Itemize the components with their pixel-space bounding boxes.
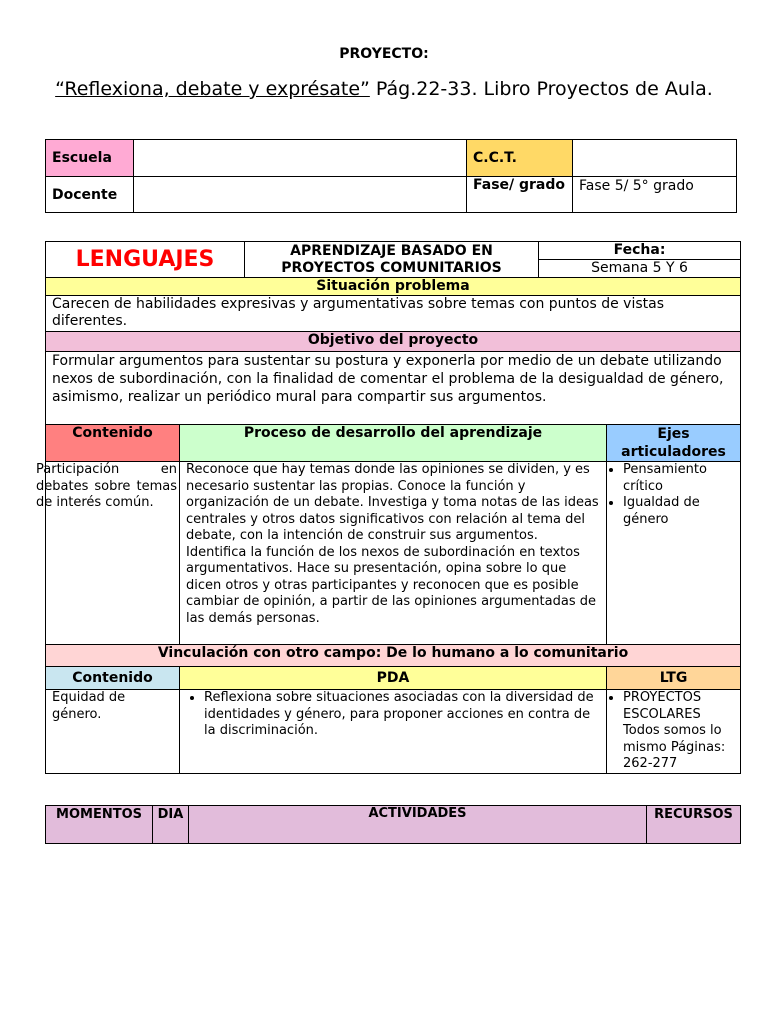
contenido-header: Contenido (46, 425, 180, 462)
proceso-header: Proceso de desarrollo del aprendizaje (180, 425, 607, 462)
objetivo-label: Objetivo del proyecto (46, 332, 741, 352)
proceso-text: Reconoce que hay temas donde las opiniones se dividen, y es necesario sustentar las propias. Conoce la función y organización de un debate. Investiga y toma notas de las ideas centrales y otros datos significativos con relación al tema del debate, con la intención de construir sus argumentos. Identifica la función de los nexos de subordinación en textos argumentativos. Hace su presentación, opina sobre lo que dicen otros y otras participantes y reconocen que es posible cambiar de opinión, a partir de las opiniones argumentadas de las demás personas. (180, 462, 607, 645)
escuela-label: Escuela (46, 140, 134, 177)
recursos-header: RECURSOS (647, 806, 741, 844)
fecha-value: Semana 5 Y 6 (539, 260, 741, 278)
escuela-value[interactable] (134, 140, 467, 177)
ltg-item: • PROYECTOS ESCOLARES Todos somos lo mismo Páginas: 262-277 (623, 690, 734, 773)
campo-formativo: LENGUAJES (46, 242, 245, 278)
project-title-quote: “Reflexiona, debate y exprésate” (55, 78, 370, 100)
planning-table (36, 241, 741, 774)
contenido2-header: Contenido (46, 667, 180, 690)
actividades-header: ACTIVIDADES (189, 806, 647, 844)
ltg-text (607, 690, 741, 774)
fase-label: Fase/ grado (467, 177, 573, 213)
ejes-header: Ejes articuladores (607, 425, 741, 462)
cct-label: C.C.T. (467, 140, 573, 177)
contenido2-text: Equidad de género. (46, 690, 180, 774)
fecha-label: Fecha: (539, 242, 741, 260)
docente-label: Docente (46, 177, 134, 213)
ejes-list (607, 462, 741, 645)
project-title-rest: Pág.22-33. Libro Proyectos de Aula. (369, 78, 713, 100)
vinculacion-label: Vinculación con otro campo: De lo humano a lo comunitario (46, 645, 741, 667)
activities-table (45, 805, 741, 844)
pda-item: • Reflexiona sobre situaciones asociadas con la diversidad de identidades y género, para proponer acciones en contra de la discriminación. (204, 690, 600, 740)
objetivo-text: Formular argumentos para sustentar su postura y exponerla por medio de un debate utilizando nexos de subordinación, con la finalidad de comentar el problema de la desigualdad de género, asimismo, realizar un periódico mural para compartir sus argumentos. (46, 352, 741, 425)
dia-header: DIA (153, 806, 189, 844)
metodologia: APRENDIZAJE BASADO EN PROYECTOS COMUNITARIOS (245, 242, 539, 278)
project-title (40, 76, 728, 102)
eje-item: • Pensamiento crítico (623, 462, 734, 495)
contenido-text-value: Participación en debates sobre temas de interés común. (36, 462, 177, 510)
cct-value[interactable] (573, 140, 737, 177)
ltg-header: LTG (607, 667, 741, 690)
contenido-text (36, 462, 180, 645)
eje-item: • Igualdad de género (623, 495, 734, 528)
situacion-label: Situación problema (46, 278, 741, 296)
situacion-text: Carecen de habilidades expresivas y argumentativas sobre temas con puntos de vistas diferentes. (46, 296, 741, 332)
docente-value[interactable] (134, 177, 467, 213)
fase-value[interactable]: Fase 5/ 5° grado (573, 177, 737, 213)
pda-text (180, 690, 607, 774)
pda-header: PDA (180, 667, 607, 690)
momentos-header: MOMENTOS (46, 806, 153, 844)
info-table (45, 139, 737, 213)
document-label: PROYECTO: (339, 46, 429, 62)
